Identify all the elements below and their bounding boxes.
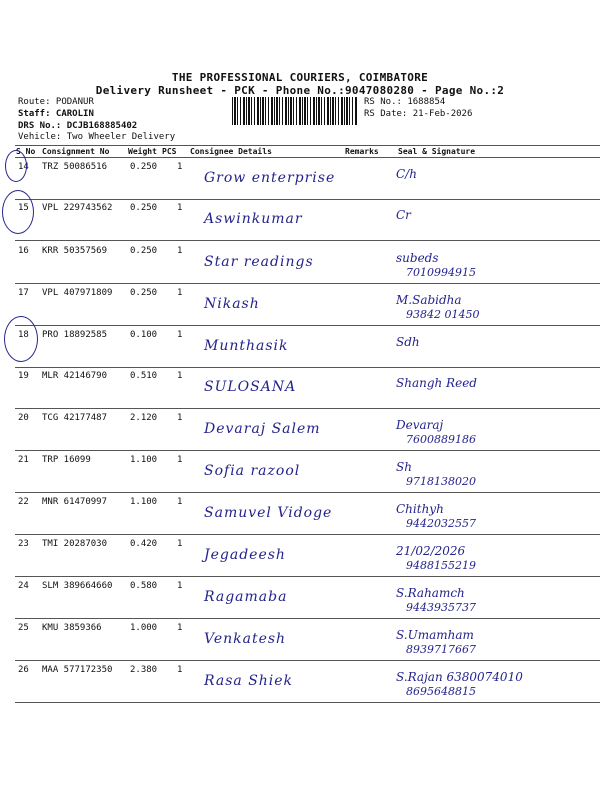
col-seal: Seal & Signature [398,147,476,156]
row-weight: 0.250 [130,288,158,298]
row-consignment: PRO 18892585 [42,330,108,340]
row-seal: S.Rajan 6380074010 [396,670,523,684]
row-pcs: 1 [177,539,183,549]
row-consignment: VPL 407971809 [42,288,113,298]
row-divider [15,576,600,577]
row-sno: 17 [18,288,29,298]
row-seal: 21/02/2026 [396,544,466,558]
row-consignee: Sofia razool [204,463,301,479]
row-divider [15,325,600,326]
row-divider [15,660,600,661]
col-remarks: Remarks [345,147,379,156]
row-divider [15,618,600,619]
row-pcs: 1 [177,413,183,423]
row-seal-extra: 9718138020 [406,475,476,488]
row-pcs: 1 [177,246,183,256]
row-seal: C/h [396,167,417,181]
row-seal: S.Rahamch [396,586,465,600]
row-consignee: Aswinkumar [204,211,303,227]
row-seal: S.Umamham [396,628,474,642]
circle-mark [2,190,34,234]
row-consignee: Munthasik [204,338,289,354]
row-weight: 0.100 [130,330,158,340]
col-consignee: Consignee Details [190,147,272,156]
staff-label: Staff: CAROLIN [18,109,94,119]
row-pcs: 1 [177,162,183,172]
row-divider [15,450,600,451]
row-pcs: 1 [177,665,183,675]
company-title: THE PROFESSIONAL COURIERS, COIMBATORE [171,71,429,84]
row-divider [15,408,600,409]
row-sno: 24 [18,581,29,591]
col-weight: Weight [128,147,157,156]
col-consignment: Consignment No [42,147,110,156]
row-sno: 20 [18,413,29,423]
row-seal-extra: 9442032557 [406,517,476,530]
rs-number: RS No.: 1688854 [364,97,446,107]
row-pcs: 1 [177,581,183,591]
row-consignment: VPL 229743562 [42,203,113,213]
row-sno: 23 [18,539,29,549]
row-seal-extra: 93842 01450 [406,308,480,321]
row-pcs: 1 [177,623,183,633]
circle-mark [5,150,27,182]
route-label: Route: PODANUR [18,97,94,107]
row-consignee: SULOSANA [204,379,297,395]
col-pcs: PCS [162,147,177,156]
vehicle-label: Vehicle: Two Wheeler Delivery [18,132,176,142]
header-top-rule [15,145,600,146]
row-consignment: TRP 16099 [42,455,91,465]
row-weight: 2.120 [130,413,158,423]
row-seal: Shangh Reed [396,376,477,390]
row-consignment: SLM 389664660 [42,581,113,591]
row-seal-extra: 7600889186 [406,433,476,446]
row-seal-extra: 9488155219 [406,559,476,572]
row-divider [15,534,600,535]
row-divider [15,367,600,368]
row-consignment: MNR 61470997 [42,497,108,507]
row-consignee: Venkatesh [204,631,287,647]
row-sno: 26 [18,665,29,675]
row-weight: 1.000 [130,623,158,633]
row-weight: 0.250 [130,203,158,213]
row-divider [15,199,600,200]
runsheet-subtitle: Delivery Runsheet - PCK - Phone No.:9047080280 - Page No.:2 [95,84,505,97]
row-consignee: Ragamaba [204,589,288,605]
header-bottom-rule [15,157,600,158]
row-divider [15,240,600,241]
row-pcs: 1 [177,371,183,381]
row-weight: 1.100 [130,497,158,507]
row-consignment: MLR 42146790 [42,371,108,381]
rs-date: RS Date: 21-Feb-2026 [364,109,473,119]
row-consignee: Grow enterprise [204,170,336,186]
circle-mark [4,316,38,362]
row-consignment: TMI 20287030 [42,539,108,549]
row-divider [15,283,600,284]
row-seal-extra: 7010994915 [406,266,476,279]
row-consignee: Samuvel Vidoge [204,505,333,521]
row-sno: 25 [18,623,29,633]
barcode [232,97,358,125]
row-seal: Devaraj [396,418,444,432]
row-weight: 0.580 [130,581,158,591]
row-sno: 14 [18,162,29,172]
row-pcs: 1 [177,330,183,340]
drs-label: DRS No.: DCJB168885402 [18,121,138,131]
row-consignee: Star readings [204,254,314,270]
row-weight: 1.100 [130,455,158,465]
row-pcs: 1 [177,288,183,298]
row-seal: Sdh [396,335,420,349]
row-consignee: Nikash [204,296,260,312]
row-consignment: MAA 577172350 [42,665,113,675]
row-consignee: Jegadeesh [204,547,286,563]
row-pcs: 1 [177,497,183,507]
row-weight: 2.380 [130,665,158,675]
row-sno: 19 [18,371,29,381]
row-seal: Sh [396,460,412,474]
row-sno: 18 [18,330,29,340]
row-seal: Chithyh [396,502,444,516]
row-weight: 0.250 [130,162,158,172]
row-consignment: KRR 50357569 [42,246,108,256]
row-sno: 21 [18,455,29,465]
row-consignee: Devaraj Salem [204,421,321,437]
row-seal: M.Sabidha [396,293,462,307]
row-weight: 0.510 [130,371,158,381]
row-weight: 0.250 [130,246,158,256]
row-divider [15,702,600,703]
row-consignment: TCG 42177487 [42,413,108,423]
row-divider [15,492,600,493]
row-weight: 0.420 [130,539,158,549]
row-consignment: KMU 3859366 [42,623,102,633]
row-pcs: 1 [177,455,183,465]
row-seal-extra: 8939717667 [406,643,476,656]
row-seal: subeds [396,251,439,265]
row-sno: 15 [18,203,29,213]
row-pcs: 1 [177,203,183,213]
col-sno: S No [16,147,36,156]
row-sno: 16 [18,246,29,256]
row-sno: 22 [18,497,29,507]
row-seal-extra: 9443935737 [406,601,476,614]
row-seal-extra: 8695648815 [406,685,476,698]
row-consignment: TRZ 50086516 [42,162,108,172]
row-seal: Cr [396,208,411,222]
row-consignee: Rasa Shiek [204,673,294,689]
